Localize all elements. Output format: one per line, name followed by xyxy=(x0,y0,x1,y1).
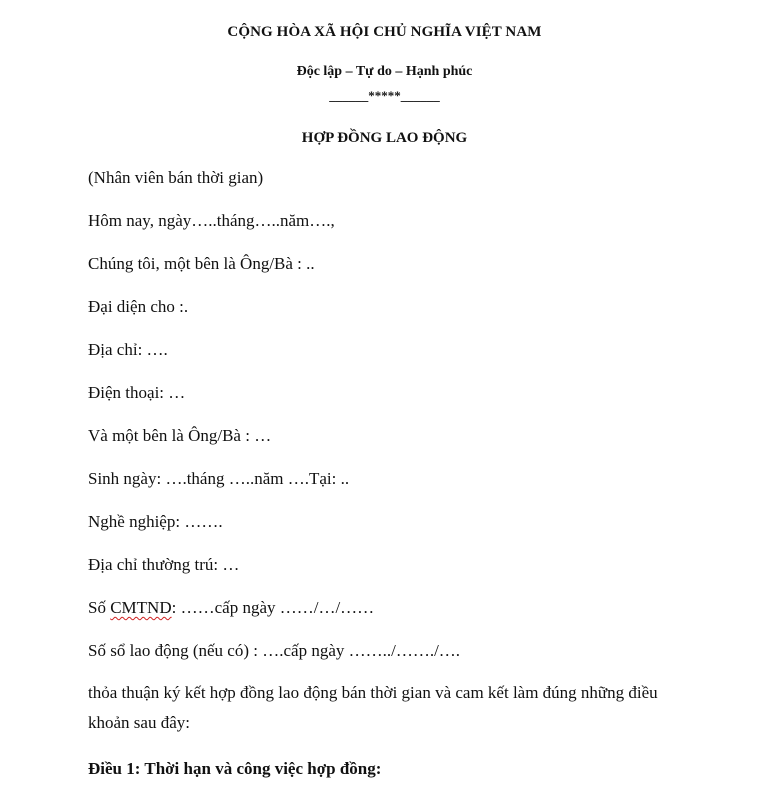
party-a-line: Chúng tôi, một bên là Ông/Bà : .. xyxy=(88,254,315,273)
id-suffix: : ……cấp ngày ……/…/…… xyxy=(171,598,375,617)
birth-line: Sinh ngày: ….tháng …..năm ….Tại: .. xyxy=(88,469,350,488)
date-line: Hôm nay, ngày…..tháng…..năm…., xyxy=(88,211,335,230)
occupation-line: Nghề nghiệp: ……. xyxy=(88,512,223,531)
national-motto: Độc lập – Tự do – Hạnh phúc xyxy=(296,64,473,79)
address-line: Địa chỉ: …. xyxy=(88,340,168,359)
contract-title: HỢP ĐỒNG LAO ĐỘNG xyxy=(301,130,468,146)
agreement-paragraph: thỏa thuận ký kết hợp đồng lao động bán thời gian và cam kết làm đúng những điều khoản sau đây: xyxy=(88,683,658,732)
representing-line: Đại diện cho :. xyxy=(88,297,189,316)
national-title: CỘNG HÒA XÃ HỘI CHỦ NGHĨA VIỆT NAM xyxy=(227,24,542,40)
phone-line: Điện thoại: … xyxy=(88,383,186,402)
header-separator: ______*****______ xyxy=(329,88,440,103)
id-card-word: CMTND xyxy=(110,598,172,617)
id-card-line xyxy=(88,598,374,618)
party-b-line: Và một bên là Ông/Bà : … xyxy=(88,426,272,445)
contract-subtitle: (Nhân viên bán thời gian) xyxy=(88,168,264,187)
residence-line: Địa chỉ thường trú: … xyxy=(88,555,240,574)
article-1-heading: Điều 1: Thời hạn và công việc hợp đồng: xyxy=(88,759,382,778)
id-prefix: Số xyxy=(88,598,111,617)
labor-book-line: Số sổ lao động (nếu có) : ….cấp ngày ……../……./…. xyxy=(88,641,461,660)
